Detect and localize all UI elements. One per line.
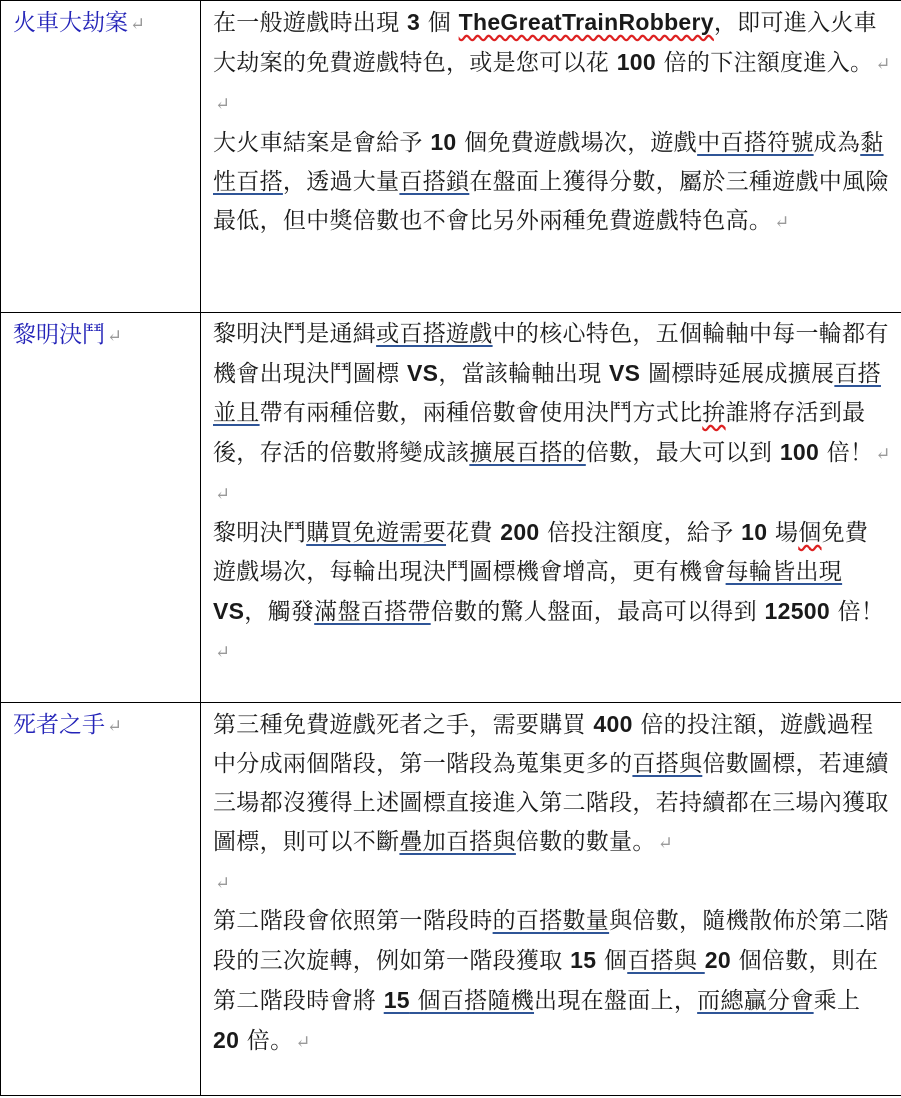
feature-name-cell xyxy=(1,703,201,1096)
text-run: 20 xyxy=(704,947,731,973)
text-run: 10 xyxy=(741,519,768,545)
paragraph-mark-icon: ↵ xyxy=(657,833,674,854)
text-run: 疊加百搭與 xyxy=(399,829,516,855)
text-run: 黎明決鬥是通緝 xyxy=(213,321,377,347)
feature-name-cell xyxy=(1,1,201,313)
text-run: 在盤面上獲得分數，屬於三種遊戲中風險最低，但中獎倍數也不會比另外兩種免費遊戲特色高。 xyxy=(213,169,889,234)
text-run: ，即可進入火車大劫案的免費遊戲特色，或是您可以花 xyxy=(213,10,877,76)
description-paragraph xyxy=(201,703,901,863)
text-run: 倍的下注額度進入。 xyxy=(656,50,874,76)
paragraph-mark-icon: ↵ xyxy=(215,642,231,663)
description-paragraph xyxy=(201,123,901,242)
text-run: VS xyxy=(407,360,439,386)
feature-name-cell xyxy=(1,313,201,703)
text-run: 倍！ xyxy=(829,599,885,625)
paragraph-mark-icon: ↵ xyxy=(774,212,790,233)
text-run: 10 xyxy=(430,129,457,155)
text-run: 帶有兩種倍數，兩種倍數會使用決鬥方式比 xyxy=(259,400,703,426)
paragraph-mark-icon: ↵ xyxy=(130,14,146,35)
text-run: 滿盤百搭帶 xyxy=(314,599,431,625)
text-run: 15 xyxy=(570,947,597,973)
text-run: 第三種免費遊戲死者之手，需要購買 xyxy=(213,712,594,738)
text-run: 百搭與 xyxy=(632,751,703,777)
text-run: 12500 xyxy=(764,598,830,624)
text-run: 倍數的數量。 xyxy=(515,829,656,855)
text-run: 個 xyxy=(798,520,822,546)
text-run: 中的核心特色，五個輪軸中每一輪都有機會出現決鬥圖標 xyxy=(213,321,889,387)
text-run: 20 xyxy=(213,1027,240,1053)
text-run: 100 xyxy=(779,439,820,465)
text-run: ，當該輪軸出現 xyxy=(438,361,610,387)
text-run: ，觸發 xyxy=(244,599,315,625)
text-run: 倍！ xyxy=(819,440,874,466)
feature-description-cell xyxy=(201,313,901,703)
text-run: 黎明決鬥 xyxy=(213,520,307,546)
text-run: VS xyxy=(609,360,641,386)
text-run: 與倍數，隨機散佈於第二階段的三次旋轉，例如第一階段獲取 xyxy=(213,908,889,974)
table-row xyxy=(1,1,901,313)
text-run: 個免費遊戲場次，遊戲 xyxy=(456,130,698,156)
text-run: 個倍數，則在第二階段時會將 xyxy=(213,948,879,1014)
description-paragraph xyxy=(201,902,901,1062)
paragraph-mark-icon: ↵ xyxy=(215,873,231,894)
paragraph-mark-icon: ↵ xyxy=(107,716,123,737)
empty-paragraph xyxy=(201,863,901,902)
text-run: 購買免遊需要 xyxy=(306,520,447,546)
feature-name: 火車大劫案 ↵ xyxy=(13,10,146,36)
text-run: 大火車結案是會給予 xyxy=(213,130,431,156)
text-run: 倍的投注額，遊戲過程中分成兩個階段，第一階段為蒐集更多的 xyxy=(213,712,874,777)
text-run: 百搭與 xyxy=(627,948,705,974)
text-run: 場 xyxy=(767,520,799,546)
description-paragraph xyxy=(201,1,901,84)
paragraph-mark-icon: ↵ xyxy=(107,326,123,347)
text-run: 倍投注額度，給予 xyxy=(539,520,742,546)
table-row xyxy=(1,313,901,703)
text-run: 免費遊戲場次，每輪出現決鬥圖標機會增高，更有機會 xyxy=(213,520,869,585)
text-run: 或百搭遊戲 xyxy=(376,321,493,347)
empty-paragraph xyxy=(201,84,901,123)
text-run: 200 xyxy=(500,519,540,545)
text-run: ，透過大量 xyxy=(282,169,400,195)
text-run: 3 xyxy=(407,9,421,35)
description-paragraph xyxy=(201,513,901,672)
paragraph-mark-icon: ↵ xyxy=(875,54,891,75)
text-run: TheGreatTrainRobbery xyxy=(458,9,714,35)
feature-name: 黎明決鬥 ↵ xyxy=(13,322,123,348)
text-run: 倍數圖標，若連續三場都沒獲得上述圖標直接進入第二階段，若持續都在三場內獲取圖標，則可以不斷 xyxy=(213,751,889,855)
text-run: 個百搭隨機 xyxy=(409,988,535,1014)
description-paragraph xyxy=(201,313,901,474)
text-run: 個 xyxy=(420,10,459,36)
text-run: 黏性百搭 xyxy=(213,130,884,195)
text-run: 中百搭符號 xyxy=(697,130,814,156)
text-run: 百搭並且 xyxy=(213,361,881,426)
text-run: 乘上 xyxy=(813,988,861,1014)
feature-name: 死者之手 ↵ xyxy=(13,712,123,738)
text-run: 而總贏分會 xyxy=(697,988,814,1014)
text-run: 400 xyxy=(593,711,633,737)
text-run: 個 xyxy=(596,948,628,974)
paragraph-mark-icon: ↵ xyxy=(215,94,231,115)
paragraph-mark-icon: ↵ xyxy=(295,1032,311,1053)
text-run: 擴展百搭的 xyxy=(469,440,586,466)
text-run: 每輪皆出現 xyxy=(725,559,843,585)
text-run: 100 xyxy=(616,49,656,75)
text-run: 倍。 xyxy=(239,1028,294,1054)
feature-description-cell xyxy=(201,1,901,313)
text-run: 花費 xyxy=(446,520,501,546)
text-run: 在一般遊戲時出現 xyxy=(213,10,408,36)
text-run: 成為 xyxy=(813,130,861,156)
text-run: 誰將存活到最後，存活的倍數將變成該 xyxy=(213,400,866,466)
text-run: 的百搭數量 xyxy=(492,908,610,934)
text-run: 圖標時延展成擴展 xyxy=(640,361,835,387)
text-run: 百搭鎖 xyxy=(399,169,470,195)
text-run: VS xyxy=(213,598,245,624)
text-run: 15 xyxy=(383,987,410,1013)
text-run: 拚 xyxy=(702,400,726,426)
paragraph-mark-icon: ↵ xyxy=(875,444,891,465)
table-row xyxy=(1,703,901,1096)
empty-paragraph xyxy=(201,474,901,513)
feature-description-cell xyxy=(201,703,901,1096)
text-run: 倍數，最大可以到 xyxy=(585,440,780,466)
text-run: 第二階段會依照第一階段時 xyxy=(213,908,493,934)
text-run: 倍數的驚人盤面，最高可以得到 xyxy=(430,599,765,625)
paragraph-mark-icon: ↵ xyxy=(215,484,231,505)
text-run: 出現在盤面上， xyxy=(534,988,698,1014)
